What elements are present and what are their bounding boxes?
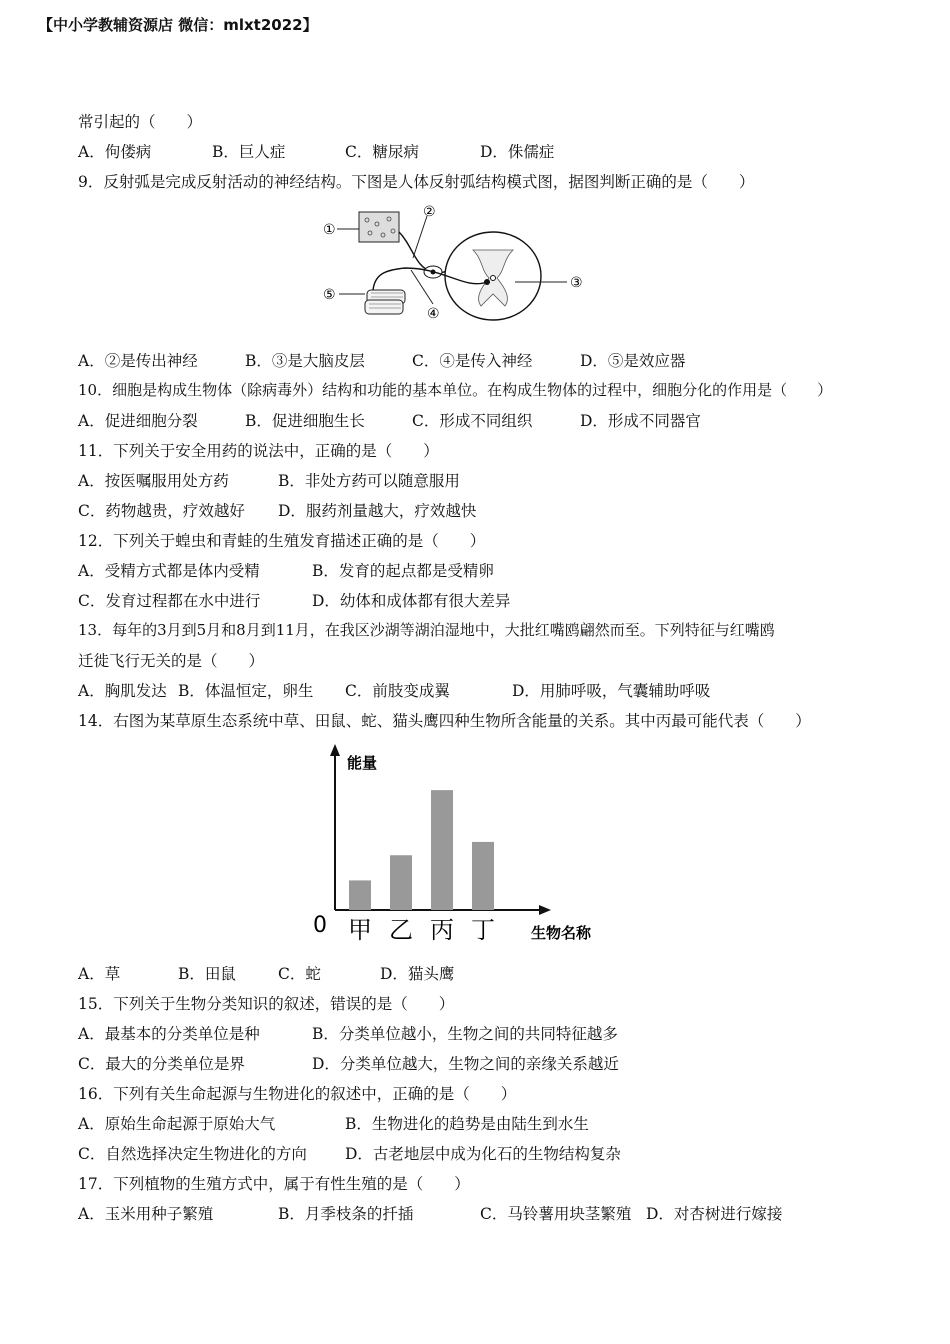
category-label-3: 丁	[471, 916, 495, 944]
q12-option-b: B．发育的起点都是受精卵	[312, 562, 494, 580]
q16-stem: 16．下列有关生命起源与生物进化的叙述中，正确的是（ ）	[78, 1085, 517, 1103]
reflex-arc-figure	[315, 198, 595, 330]
q8-option-b: B．巨人症	[212, 143, 286, 161]
bar-2	[431, 790, 453, 910]
q16-option-d: D．古老地层中成为化石的生物结构复杂	[345, 1145, 621, 1163]
y-axis-arrow	[330, 744, 340, 756]
category-label-0: 甲	[348, 916, 372, 944]
q17-option-d: D．对杏树进行嫁接	[646, 1205, 783, 1223]
page-header: 【中小学教辅资源店 微信：mlxt2022】	[38, 16, 318, 34]
receptor-skin	[359, 212, 399, 242]
label-3: ③	[570, 275, 583, 291]
q17-option-c: C．马铃薯用块茎繁殖	[480, 1205, 632, 1223]
q16-option-b: B．生物进化的趋势是由陆生到水生	[345, 1115, 589, 1133]
q10-option-c: C．形成不同组织	[412, 412, 533, 430]
q13-option-d: D．用肺呼吸，气囊辅助呼吸	[512, 682, 711, 700]
q9-option-d: D．⑤是效应器	[580, 352, 686, 370]
q11-option-d: D．服药剂量越大，疗效越快	[278, 502, 477, 520]
q8-option-c: C．糖尿病	[345, 143, 419, 161]
q12-option-c: C．发育过程都在水中进行	[78, 592, 261, 610]
q12-option-a: A．受精方式都是体内受精	[78, 562, 260, 580]
q15-option-b: B．分类单位越小，生物之间的共同特征越多	[312, 1025, 618, 1043]
q8-stem-tail: 常引起的（ ）	[78, 113, 203, 131]
q14-stem: 14．右图为某草原生态系统中草、田鼠、蛇、猫头鹰四种生物所含能量的关系。其中丙最可能代表（ ）	[78, 712, 811, 730]
q15-stem: 15．下列关于生物分类知识的叙述，错误的是（ ）	[78, 995, 455, 1013]
category-label-2: 丙	[430, 916, 454, 944]
q10-stem: 10．细胞是构成生物体（除病毒外）结构和功能的基本单位。在构成生物体的过程中，细胞分化的作用是（ ）	[78, 381, 833, 399]
category-label-1: 乙	[389, 916, 413, 944]
q10-option-b: B．促进细胞生长	[245, 412, 365, 430]
q16-option-a: A．原始生命起源于原始大气	[78, 1115, 276, 1133]
label-1: ①	[323, 222, 336, 238]
q14-option-a: A．草	[78, 965, 121, 983]
q11-option-b: B．非处方药可以随意服用	[278, 472, 460, 490]
q17-option-b: B．月季枝条的扦插	[278, 1205, 414, 1223]
q10-option-d: D．形成不同器官	[580, 412, 701, 430]
q9-option-a: A．②是传出神经	[78, 352, 198, 370]
y-axis-label: 能量	[347, 754, 378, 772]
q16-option-c: C．自然选择决定生物进化的方向	[78, 1145, 307, 1163]
q8-option-a: A．佝偻病	[78, 143, 152, 161]
x-axis-arrow	[539, 905, 551, 915]
label-4: ④	[427, 306, 440, 322]
q17-option-a: A．玉米用种子繁殖	[78, 1205, 214, 1223]
effector-muscle	[365, 290, 405, 314]
q13-option-b: B．体温恒定，卵生	[178, 682, 314, 700]
q12-option-d: D．幼体和成体都有很大差异	[312, 592, 511, 610]
x-axis-label: 生物名称	[531, 924, 592, 942]
energy-bar-chart	[305, 742, 605, 947]
q9-stem: 9．反射弧是完成反射活动的神经结构。下图是人体反射弧结构模式图，据图判断正确的是（ ）	[78, 173, 755, 191]
q8-option-d: D．侏儒症	[480, 143, 555, 161]
q10-option-a: A．促进细胞分裂	[78, 412, 198, 430]
bar-0	[349, 880, 371, 910]
q13-option-c: C．前肢变成翼	[345, 682, 450, 700]
q15-option-a: A．最基本的分类单位是种	[78, 1025, 260, 1043]
q12-stem: 12．下列关于蝗虫和青蛙的生殖发育描述正确的是（ ）	[78, 532, 486, 550]
q11-option-c: C．药物越贵，疗效越好	[78, 502, 245, 520]
label-2: ②	[423, 204, 436, 220]
q13-stem-line1: 13．每年的3月到5月和8月到11月，在我区沙湖等湖泊湿地中，大批红嘴鸥翩然而至。下列特征与红嘴鸥	[78, 621, 775, 639]
q17-stem: 17．下列植物的生殖方式中，属于有性生殖的是（ ）	[78, 1175, 470, 1193]
q13-stem-line2: 迁徙飞行无关的是（ ）	[78, 652, 265, 670]
bar-1	[390, 855, 412, 910]
bar-3	[472, 842, 494, 910]
origin-label: 0	[313, 913, 327, 938]
q9-option-b: B．③是大脑皮层	[245, 352, 365, 370]
q14-option-d: D．猫头鹰	[380, 965, 455, 983]
q15-option-c: C．最大的分类单位是界	[78, 1055, 245, 1073]
label-5: ⑤	[323, 287, 336, 303]
q11-option-a: A．按医嘱服用处方药	[78, 472, 229, 490]
q9-option-c: C．④是传入神经	[412, 352, 533, 370]
q14-option-b: B．田鼠	[178, 965, 236, 983]
q11-stem: 11．下列关于安全用药的说法中，正确的是（ ）	[78, 442, 439, 460]
q15-option-d: D．分类单位越大，生物之间的亲缘关系越近	[312, 1055, 619, 1073]
q14-option-c: C．蛇	[278, 965, 321, 983]
q13-option-a: A．胸肌发达	[78, 682, 167, 700]
